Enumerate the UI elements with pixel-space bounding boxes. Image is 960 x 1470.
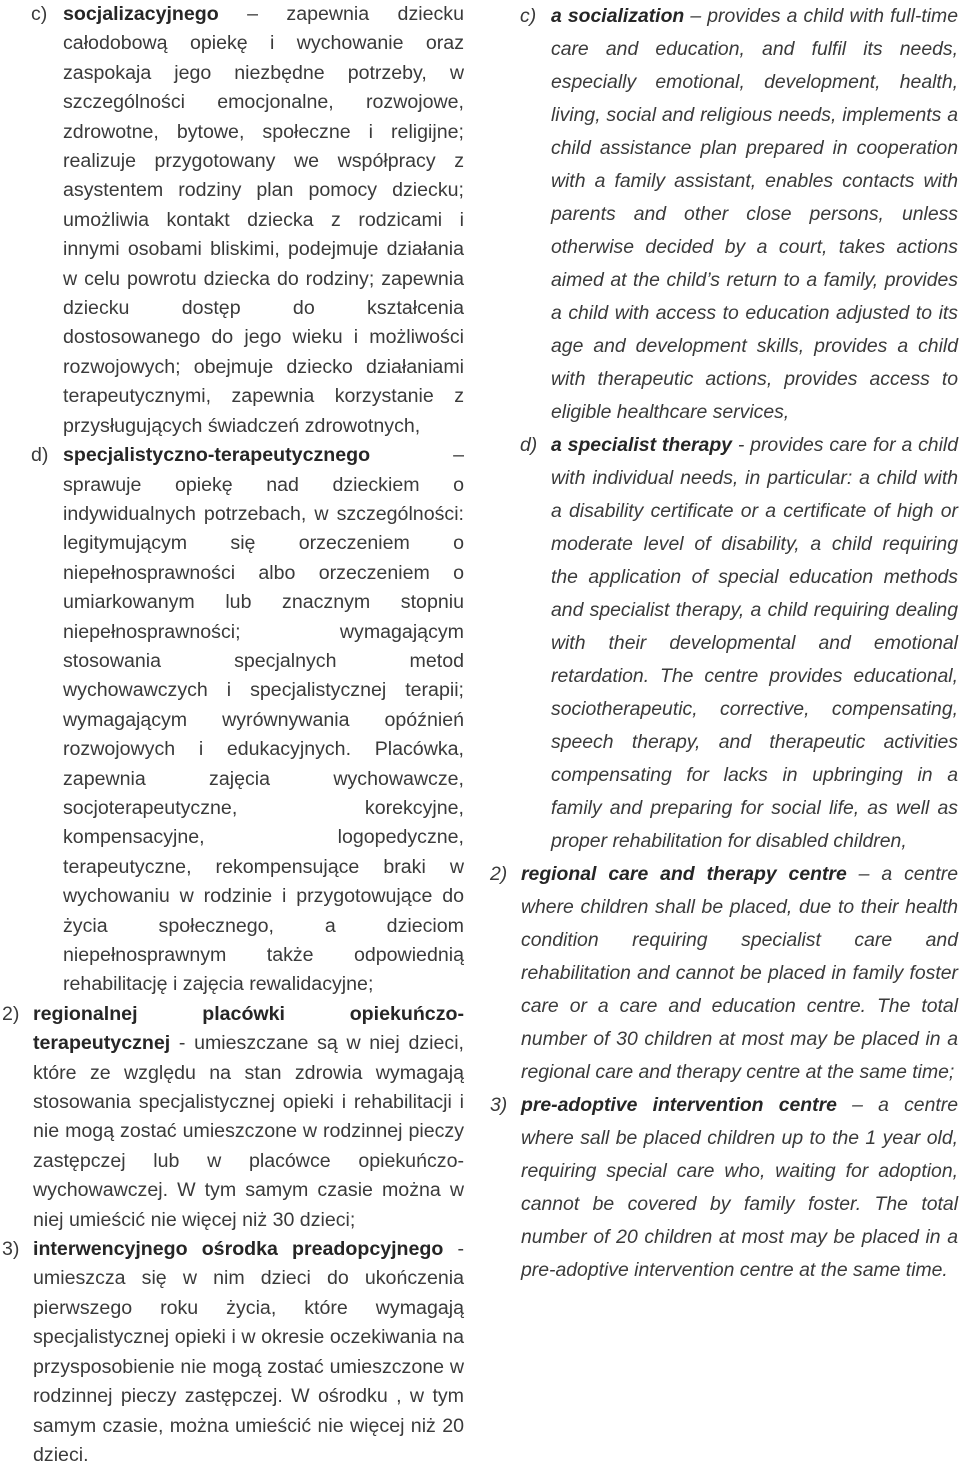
list-item-2-pl xyxy=(0,1000,464,1235)
list-item-d-en xyxy=(490,429,958,858)
item-term: interwencyjnego ośrodka preadopcyjnego xyxy=(33,1238,444,1261)
item-text: – a centre where sall be placed children up to the 1 year old, requiring special care who, waiting for adoption, cannot be covered by family foster. The total number of 20 children at most may be placed in a pre-adoptive intervention centre at the same time. xyxy=(521,1094,958,1281)
item-term: pre-adoptive intervention centre xyxy=(521,1094,837,1116)
list-marker: 3) xyxy=(490,1094,508,1116)
list-marker: 3) xyxy=(2,1238,20,1261)
item-text: - provides care for a child with individual needs, in particular: a child with a disability certificate or a certificate of high or moderate level of disability, a child requiring the application of special education methods and specialist therapy, a child requiring dealing with their developmental and emotional retardation. The centre provides educational, sociotherapeutic, corrective, compensating, speech therapy, and therapeutic activities compensating for lacks in upbringing in a family and preparing for social life, as well as proper rehabilitation for disabled children, xyxy=(551,434,958,852)
item-term: a socialization xyxy=(551,5,685,27)
list-marker: c) xyxy=(31,3,48,25)
item-text: - umieszczane są w niej dzieci, które ze względu na stan zdrowia wymagają stosowania specjalistycznej opieki i rehabilitacji i nie mogą zostać umieszczone w rodzinnej pieczy zastępczej lub w placówce opiekuńczo-wychowawczej. W tym samym czasie można w niej umieścić nie więcej niż 30 dzieci; xyxy=(33,1032,464,1231)
item-term: specjalistyczno-terapeutycznego xyxy=(63,444,371,467)
item-term: a specialist therapy xyxy=(551,434,732,456)
item-term: regionalnej placówki opiekuńczo-terapeutycznej xyxy=(33,1002,464,1055)
item-text: – a centre where children shall be placed, due to their health condition requiring specialist care and rehabilitation and cannot be placed in family foster care or a care and education centre. The total number of 30 children at most may be placed in a regional care and therapy centre at the same time; xyxy=(521,863,958,1083)
item-text: – provides a child with full-time care and education, and fulfil its needs, especially emotional, development, health, living, social and religious needs, implements a child assistance plan prepared in cooperation with a family assistant, enables contacts with parents and other close persons, unless otherwise decided by a court, takes actions aimed at the child’s return to a family, provides a child with access to education adjusted to its age and development skills, provides a child with therapeutic actions, provides access to eligible healthcare services, xyxy=(551,5,958,423)
item-text: - umieszcza się w nim dzieci do ukończenia pierwszego roku życia, które wymagają specjalistycznej opieki i w okresie oczekiwania na przysposobienie nie mogą zostać umieszczone w rodzinnej pieczy zastępczej. W ośrodku , w tym samym czasie, można umieścić nie więcej niż 20 dzieci. xyxy=(33,1238,464,1466)
list-marker: c) xyxy=(520,5,537,27)
list-marker: 2) xyxy=(2,1002,20,1025)
list-item-3-pl xyxy=(0,1235,464,1470)
list-item-c-pl xyxy=(0,0,464,441)
polish-column xyxy=(0,0,464,1470)
item-text: – zapewnia dziecku całodobową opiekę i wychowanie oraz zaspokaja jego niezbędne potrzeby, w szczególności emocjonalne, rozwojowe, zdrowotne, bytowe, społeczne i religijne; realizuje przygotowany we współpracy z asystentem rodziny plan pomocy dziecku; umożliwia kontakt dziecka z rodzicami i innymi osobami bliskimi, podejmuje działania w celu powrotu dziecka do rodziny; zapewnia dziecku dostęp do kształcenia dostosowanego do jego wieku i możliwości rozwojowych; obejmuje dziecko działaniami terapeutycznymi, zapewnia korzystanie z przysługujących świadczeń zdrowotnych, xyxy=(63,3,464,437)
list-item-3-en xyxy=(490,1089,958,1287)
list-item-c-en xyxy=(490,0,958,429)
english-column xyxy=(490,0,958,1287)
list-item-d-pl xyxy=(0,441,464,1000)
list-marker: d) xyxy=(520,434,538,456)
item-text: – sprawuje opiekę nad dzieckiem o indywidualnych potrzebach, w szczególności: legitymującym się orzeczeniem o niepełnosprawności albo orzeczeniem o umiarkowanym lub znacznym stopniu niepełnosprawności; wymagającym stosowania specjalnych metod wychowawczych i specjalistycznej terapii; wymagającym wyrównywania opóźnień rozwojowych i edukacyjnych. Placówka, zapewnia zajęcia wychowawcze, socjoterapeutyczne, korekcyjne, kompensacyjne, logopedyczne, terapeutyczne, rekompensujące braki w wychowaniu w rodzinie i przygotowujące do życia społecznego, a dzieciom niepełnosprawnym także odpowiednią rehabilitację i zajęcia rewalidacyjne; xyxy=(63,444,464,996)
list-marker: 2) xyxy=(490,863,508,885)
list-item-2-en xyxy=(490,858,958,1089)
list-marker: d) xyxy=(31,444,49,467)
item-term: regional care and therapy centre xyxy=(521,863,847,885)
item-term: socjalizacyjnego xyxy=(63,3,219,25)
